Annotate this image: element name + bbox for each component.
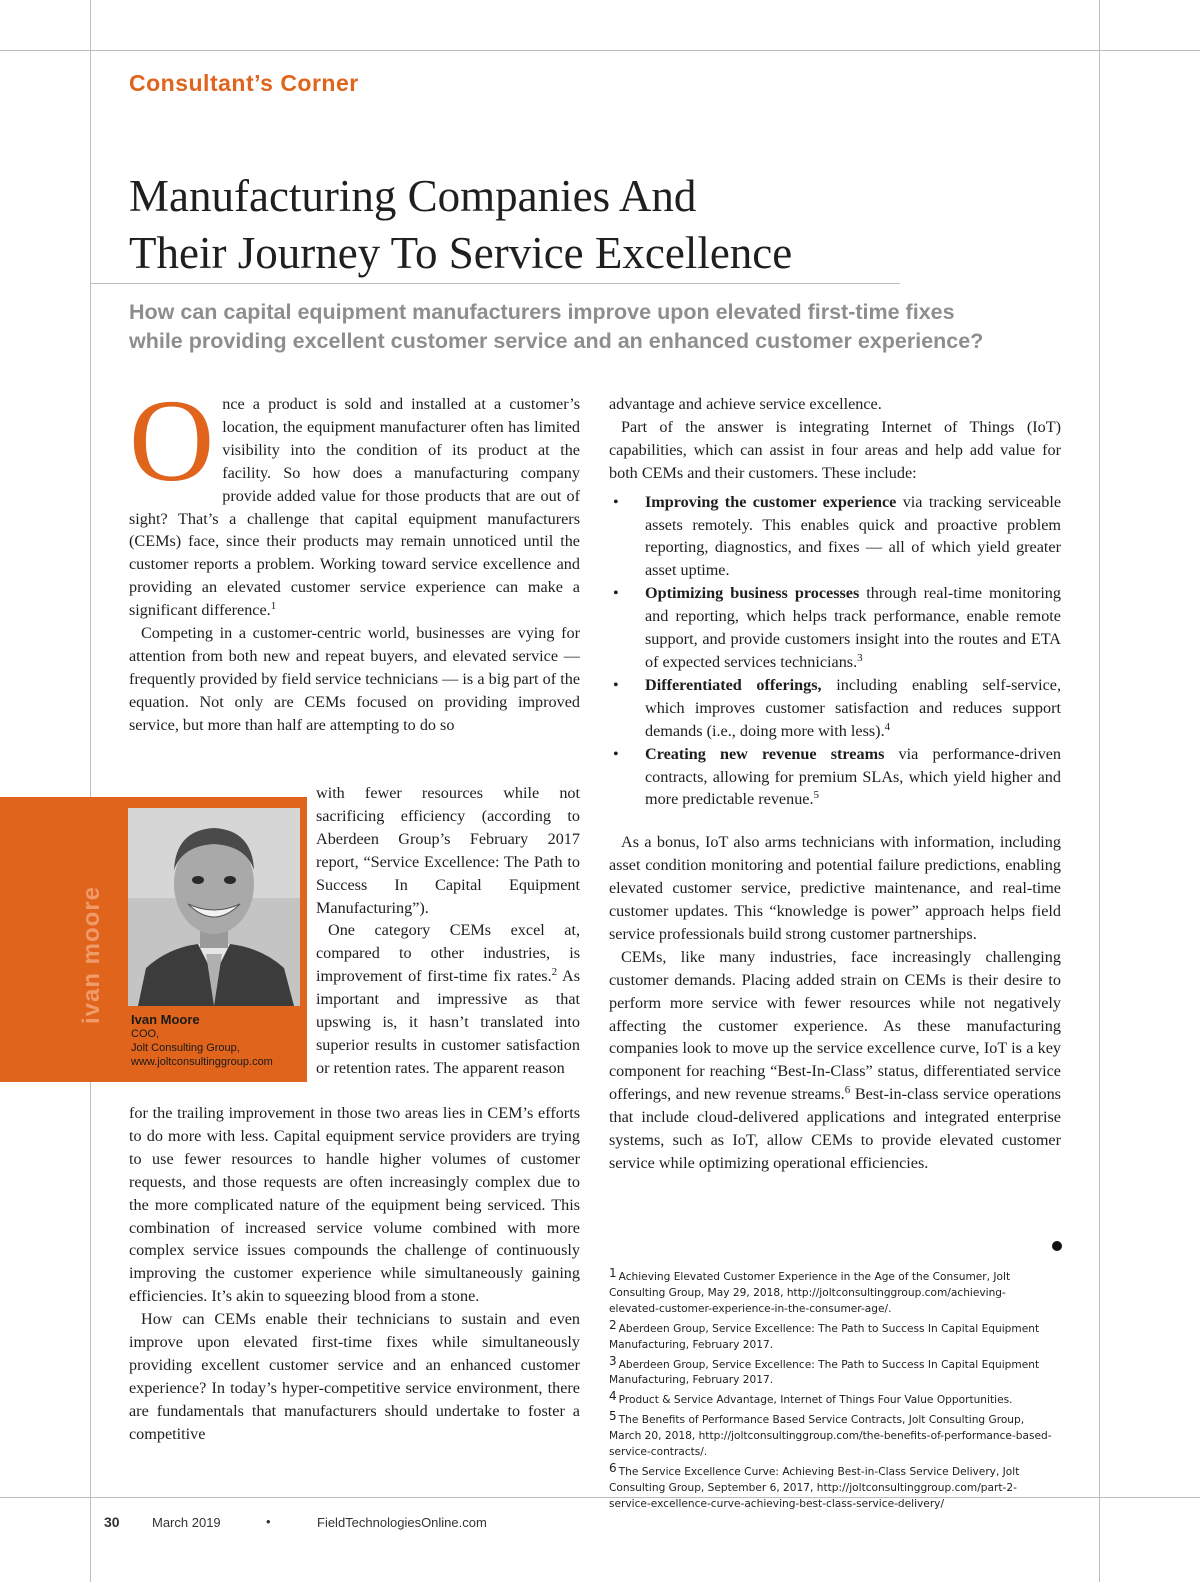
headline-line-2: Their Journey To Service Excellence [129,228,793,278]
footnote-text: The Benefits of Performance Based Service Contracts, Jolt Consulting Group, March 20, 2018, http://joltconsultinggroup.com/the-benefits-of-performance-based-service-contracts/. [609,1414,1052,1459]
left-column [129,375,580,737]
cems-challenge-text-b: Best-in-class service operations that include cloud-delivered applications and integrated enterprise systems, such as IoT, allow CEMs to provide elevated customer service while optimizing operational efficiencies. [609,1085,1061,1172]
right-margin-rule [1099,0,1100,1582]
page-number: 30 [104,1514,120,1530]
article-subhead [129,298,1089,356]
list-item-text: through real-time monitoring and reporting, which helps track performance, enable remote support, and provide customers insight into the routes and ETA of expected services technicians. [645,584,1061,671]
footnote-ref-2[interactable]: 2 [551,966,558,979]
author-website[interactable]: www.joltconsultinggroup.com [131,1056,273,1068]
sidebar-author-name: ivan moore [78,885,105,1025]
list-item-lead: Differentiated offerings, [645,675,822,694]
left-column-bottom [129,1102,580,1446]
bullet-marker: • [613,584,619,603]
intro-paragraph [129,375,580,622]
end-of-article-mark [1052,1241,1062,1251]
footnote-text: Aberdeen Group, Service Excellence: The Path to Success In Capital Equipment Manufacturing, February 2017. [609,1322,1040,1351]
author-photo [128,808,300,1006]
paragraph-first-time-fix [316,919,580,1079]
paragraph-competing-continued: with fewer resources while not sacrificing efficiency (according to Aberdeen Group’s February 2017 report, “Service Excellence: The Path to Success In Capital Equipment Manufacturing”). [316,784,580,917]
iot-benefit-list [609,491,1061,812]
right-column [609,393,1061,1175]
paragraph-how-can-cems: How can CEMs enable their technicians to sustain and even improve upon elevated first-time fixes while simultaneously providing excellent customer service and an enhanced customer experience? In today’s hyper-competitive service environment, there are fundamentals that manufacturers should undertake to foster a competitive [129,1310,580,1443]
footnote-ref-1[interactable]: 1 [270,600,277,613]
paragraph-bonus: As a bonus, IoT also arms technicians with information, including asset condition monitoring and potential failure predictions, enabling elevated customer service, predictive maintenance, and real-time customer updates. This “knowledge is power” approach helps field service professionals build strong customer partnerships. [609,833,1061,943]
headline-rule [90,283,900,284]
paragraph-advantage: advantage and achieve service excellence. [609,395,882,413]
left-column-wrap [316,782,580,1080]
footnote-ref-5[interactable]: 5 [813,789,820,802]
issue-date: March 2019 [152,1515,221,1530]
footnote-ref-6[interactable]: 6 [844,1084,851,1097]
first-time-fix-text-b: As important and impressive as that upswing is, it hasn’t translated into superior results in customer satisfaction or retention rates. The apparent reason [316,967,580,1077]
footnotes [609,1266,1054,1513]
paragraph-cems-challenge [609,946,1061,1175]
footer-separator: • [266,1514,271,1529]
drop-cap: O [129,375,215,506]
paragraph-trailing-improvement: for the trailing improvement in those two areas lies in CEM’s efforts to do more with less. Capital equipment service providers are trying to use fewer resources to handle higher volumes of customer requests, and those requests are often increasingly complex due to the more complicated nature of the equipment being serviced. This combination of increased service volume combined with more complex service issues compounds the challenge of continuously improving the customer experience while simultaneously gaining efficiencies. It’s akin to squeezing blood from a stone. [129,1104,580,1306]
footnote-item [609,1354,1054,1390]
footnote-item [609,1461,1054,1513]
paragraph-competing: Competing in a customer-centric world, businesses are vying for attention from both new and repeat buyers, and elevated service — frequently provided by field service technicians — is a big part of the equation. Not only are CEMs focused on providing improved service, but more than half are attempting to do so [129,624,580,734]
list-item-lead: Creating new revenue streams [645,744,885,763]
footnote-number: 5 [609,1409,617,1424]
author-portrait-image [128,808,300,1006]
author-company: Jolt Consulting Group, [131,1042,240,1054]
paragraph-iot: Part of the answer is integrating Internet of Things (IoT) capabilities, which can assist in four areas and help add value for both CEMs and their customers. These include: [609,417,1061,482]
author-name: Ivan Moore [131,1012,200,1027]
author-byline [131,1012,303,1069]
footnote-item [609,1389,1054,1409]
footnote-number: 1 [609,1266,617,1280]
top-rule [0,50,1200,51]
first-time-fix-text-a: One category CEMs excel at, compared to other industries, is improvement of first-time fix rates. [316,921,580,986]
list-item-text: including enabling self-service, which improves customer satisfaction and reduces support demands (i.e., doing more with less). [645,675,1062,740]
author-title: COO, [131,1028,160,1040]
intro-text: nce a product is sold and installed at a customer’s location, the equipment manufacturer often has limited visibility into the condition of its product at the facility. So how does a manufacturing company provide added value for those products that are out of sight? That’s a challenge that capital equipment manufacturers (CEMs) face, since their products may remain unnoticed until the customer reports a problem. Working toward service excellence and providing an elevated customer service experience can make a significant difference. [129,395,580,620]
list-item [609,582,1061,674]
list-item [609,674,1061,743]
footnote-item [609,1409,1054,1461]
footnote-ref-3[interactable]: 3 [857,651,863,664]
bullet-marker: • [613,744,619,763]
list-item [609,743,1061,812]
list-item-lead: Optimizing business processes [645,584,860,603]
bullet-marker: • [613,675,619,694]
cems-challenge-text-a: CEMs, like many industries, face increasingly challenging customer demands. Placing added strain on CEMs is their desire to perform more service with fewer resources while not negatively affecting the customer experience. As these manufacturing companies look to move up the service excellence curve, IoT is a key component for reaching “Best-In-Class” status, differentiated service offerings, and new revenue streams. [609,947,1061,1104]
footnote-text: Product & Service Advantage, Internet of Things Four Value Opportunities. [618,1394,1013,1407]
headline-line-1: Manufacturing Companies And [129,171,697,221]
footnote-text: The Service Excellence Curve: Achieving Best-in-Class Service Delivery, Jolt Consulting Group, September 6, 2017, http://joltconsultinggroup.com/part-2-service-excellence-curve-achieving-best-class-service-delivery/ [609,1465,1020,1510]
footnote-item [609,1318,1054,1354]
footnote-number: 4 [609,1389,617,1404]
list-item-text: via tracking serviceable assets remotely. This enables quick and proactive problem reporting, diagnostics, and fixes — all of which yield greater asset uptime. [645,492,1062,580]
footnote-ref-4[interactable]: 4 [884,720,891,733]
left-margin-rule [90,0,91,1582]
list-item [609,491,1061,583]
subhead-line-2: while providing excellent customer service and an enhanced customer experience? [129,329,984,353]
page-footer [0,1514,1200,1534]
footnote-text: Achieving Elevated Customer Experience in the Age of the Consumer, Jolt Consulting Group, May 29, 2018, http://joltconsultinggroup.com/achieving-elevated-customer-experience-in-the-consumer-age/. [609,1271,1011,1315]
bullet-marker: • [613,492,619,511]
footer-website-link[interactable]: FieldTechnologiesOnline.com [317,1515,487,1530]
subhead-line-1: How can capital equipment manufacturers improve upon elevated first-time fixes [129,300,955,324]
article-headline [129,168,1029,282]
footnote-number: 2 [609,1317,617,1332]
spacer [609,817,1061,831]
footnote-text: Aberdeen Group, Service Excellence: The Path to Success In Capital Equipment Manufacturing, February 2017. [609,1358,1040,1387]
footnote-number: 3 [609,1353,617,1368]
list-item-text: via performance-driven contracts, allowing for premium SLAs, which yield higher and more predictable revenue. [645,744,1061,809]
footnote-number: 6 [609,1460,617,1475]
list-item-lead: Improving the customer experience [645,492,897,511]
section-label: Consultant’s Corner [129,70,359,96]
footnote-item [609,1266,1054,1318]
